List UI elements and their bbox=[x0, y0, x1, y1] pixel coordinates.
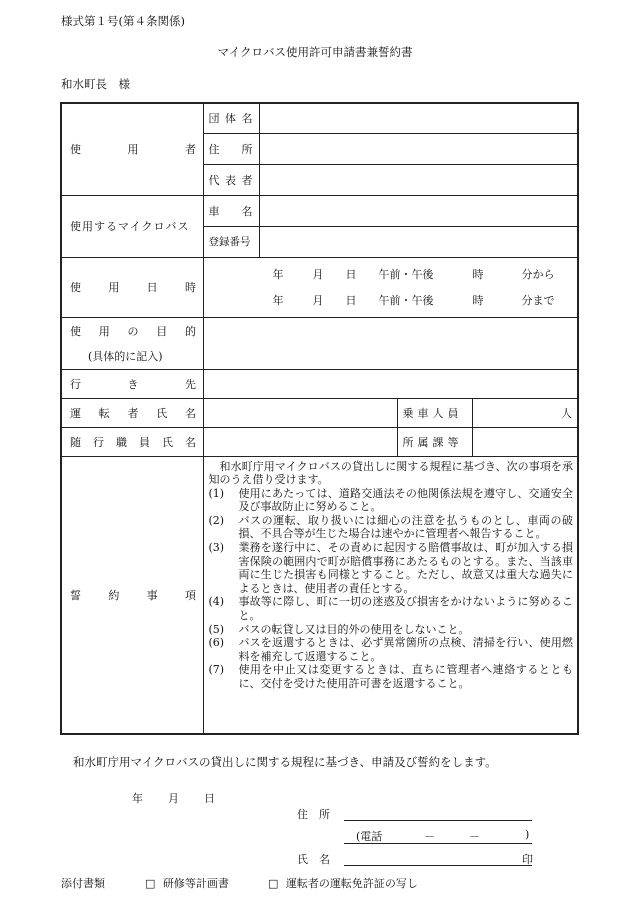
pledge-item: (3) 業務を遂行中に、その責めに起因する賠償事故は、町が加入する損害保険の範囲内で町が賠償事務にあたるものとする。また、当該車両に生じた損害も同様とすること。ただし、故意又は重大な過失によるときは、使用者の責任とする。 bbox=[208, 541, 573, 595]
vehicle-name-field[interactable] bbox=[259, 195, 578, 226]
page-title: マイクロバス使用許可申請書兼誓約書 bbox=[217, 45, 413, 59]
group-name-field[interactable] bbox=[259, 103, 578, 133]
date-month: 月 bbox=[168, 792, 179, 805]
phone-line[interactable] bbox=[344, 843, 532, 844]
checkbox-icon[interactable]: □ bbox=[268, 877, 279, 890]
address-field[interactable] bbox=[259, 133, 578, 164]
phone-open: (電話 bbox=[356, 830, 383, 843]
user-label: 使 用 者 bbox=[61, 103, 203, 195]
phone-dash-1: － bbox=[424, 830, 435, 843]
pledge-item: (2) バスの運転、取り扱いには細心の注意を払うものとし、車両の破損、不具合等が生じた場合は速やかに管理者へ報告すること。 bbox=[208, 513, 573, 541]
purpose-label: 使 用 の 目 的 (具体的に記入) bbox=[61, 317, 203, 369]
pledge-item: (6) バスを返還するときは、必ず異常箇所の点検、清掃を行い、使用燃料を補充して返還すること。 bbox=[208, 636, 573, 663]
representative-label: 代 表 者 bbox=[203, 164, 259, 195]
address-label: 住 所 bbox=[203, 133, 259, 164]
destination-label: 行 き 先 bbox=[61, 369, 203, 398]
date-year: 年 bbox=[132, 792, 143, 805]
department-field[interactable] bbox=[472, 427, 578, 456]
pledge-item: (5) バスの転貸し又は目的外の使用をしないこと。 bbox=[208, 622, 470, 636]
group-name-label: 団 体 名 bbox=[203, 103, 259, 133]
driver-name-field[interactable] bbox=[203, 398, 397, 427]
form-number: 様式第１号(第４条関係) bbox=[61, 14, 185, 28]
vehicle-name-label: 車 名 bbox=[203, 195, 259, 226]
application-table bbox=[60, 102, 579, 735]
applicant-address-label: 住 所 bbox=[297, 808, 330, 821]
pledge-content bbox=[203, 456, 578, 734]
datetime-field[interactable] bbox=[203, 257, 578, 317]
datetime-label: 使 用 日 時 bbox=[61, 257, 203, 317]
date-from-row: 年 月 日 午前・午後 時 分から bbox=[272, 268, 555, 281]
passengers-label: 乗 車 人 員 bbox=[397, 398, 472, 427]
pledge-intro: 和水町庁用マイクロバスの貸出しに関する規程に基づき、次の事項を承知のうえ借り受けます。 bbox=[208, 459, 573, 487]
seal-mark: 印 bbox=[522, 853, 533, 866]
driver-name-label: 運 転 者 氏 名 bbox=[61, 398, 203, 427]
date-day: 日 bbox=[204, 792, 215, 805]
applicant-name-line[interactable] bbox=[344, 865, 532, 866]
registration-number-field[interactable] bbox=[259, 226, 578, 257]
checkbox-icon[interactable]: □ bbox=[145, 877, 156, 890]
date-to-row: 年 月 日 午前・午後 時 分まで bbox=[272, 294, 555, 307]
registration-number-label: 登録番号 bbox=[203, 226, 259, 257]
addressee: 和水町長 様 bbox=[61, 77, 130, 91]
attachment-1[interactable]: □ 研修等計画書 bbox=[145, 877, 229, 890]
bus-label: 使用するマイクロバス bbox=[61, 195, 203, 257]
applicant-name-label: 氏 名 bbox=[297, 853, 330, 866]
pledge-item: (1) 使用にあたっては、道路交通法その他関係法規を遵守し、交通安全及び事故防止に努めること。 bbox=[208, 486, 573, 514]
destination-field[interactable] bbox=[203, 369, 578, 398]
staff-name-field[interactable] bbox=[203, 427, 397, 456]
department-label: 所 属 課 等 bbox=[397, 427, 472, 456]
pledge-item: (4) 事故等に際し、町に一切の迷惑及び損害をかけないように努めること。 bbox=[208, 595, 573, 623]
passengers-unit: 人 bbox=[561, 406, 572, 420]
pledge-label: 誓 約 事 項 bbox=[61, 456, 203, 734]
pledge-item: (7) 使用を中止又は変更するときは、直ちに管理者へ連絡するとともに、交付を受けた使用許可書を返還すること。 bbox=[208, 663, 573, 690]
closing-statement: 和水町庁用マイクロバスの貸出しに関する規程に基づき、申請及び誓約をします。 bbox=[73, 755, 497, 769]
attachment-2[interactable]: □ 運転者の運転免許証の写し bbox=[268, 877, 418, 890]
phone-dash-2: － bbox=[469, 830, 480, 843]
attachments-label: 添付書類 bbox=[61, 877, 105, 890]
purpose-note: (具体的に記入) bbox=[88, 349, 163, 363]
passengers-field[interactable] bbox=[472, 398, 578, 427]
staff-name-label: 随 行 職 員 氏 名 bbox=[61, 427, 203, 456]
phone-close: ) bbox=[525, 828, 530, 841]
representative-field[interactable] bbox=[259, 164, 578, 195]
applicant-address-line[interactable] bbox=[344, 820, 532, 821]
purpose-field[interactable] bbox=[203, 317, 578, 369]
